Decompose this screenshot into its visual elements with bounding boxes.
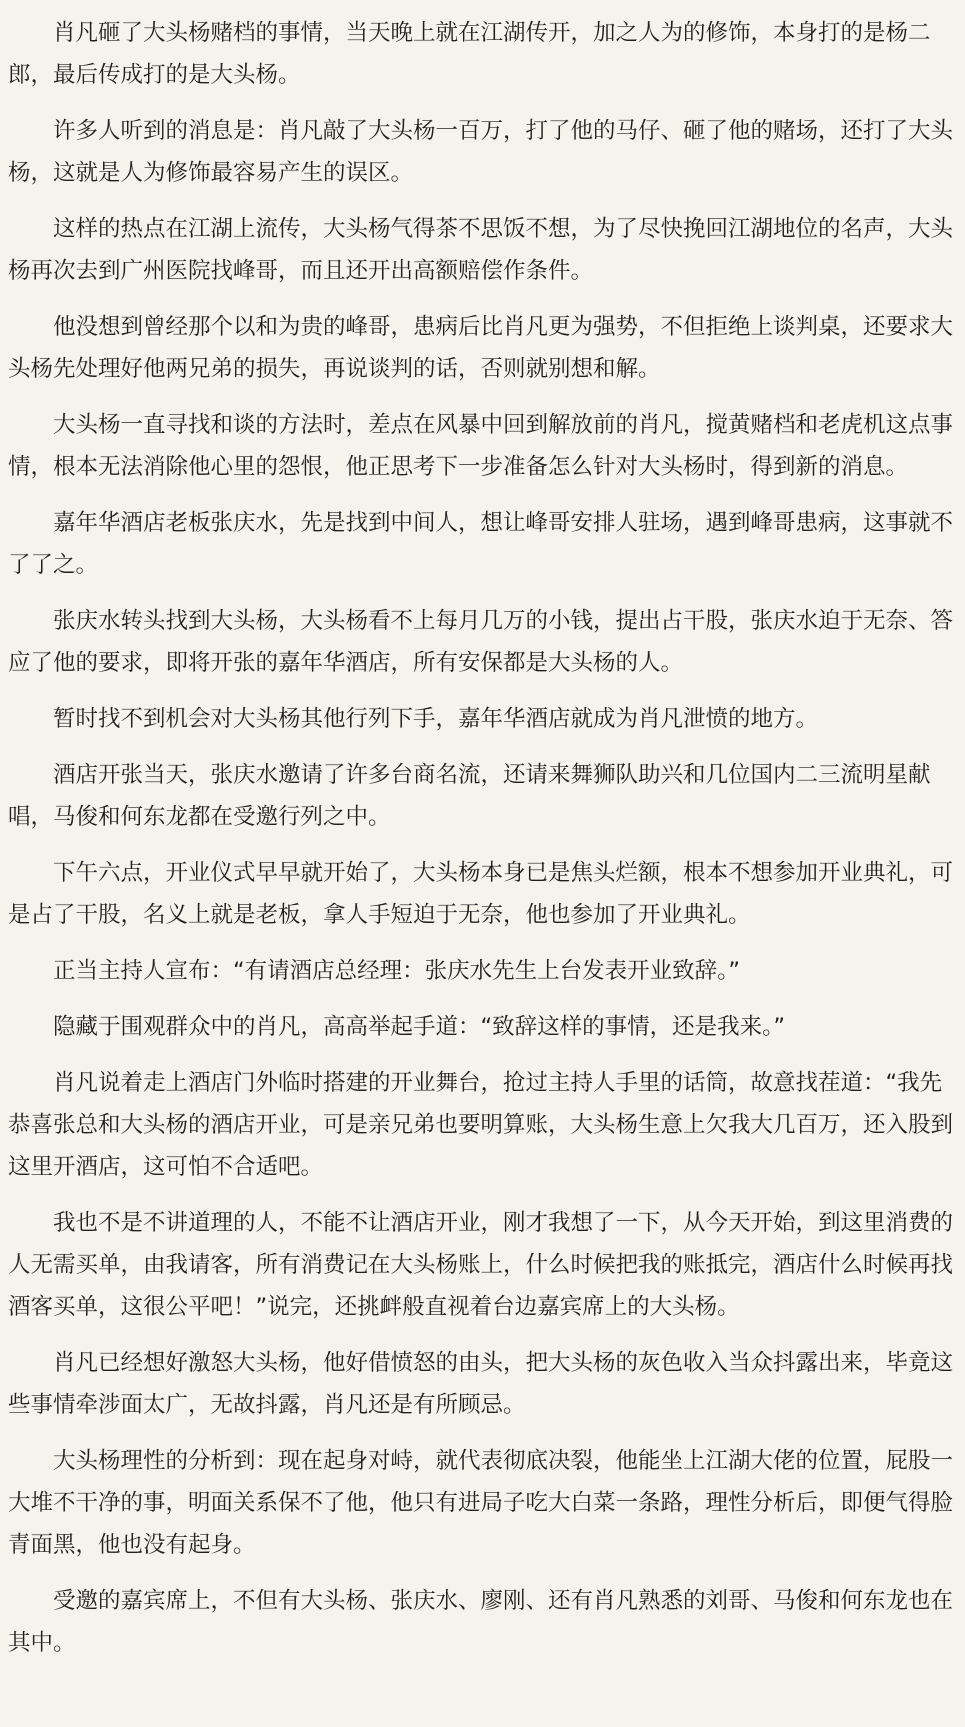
paragraph: 许多人听到的消息是：肖凡敲了大头杨一百万，打了他的马仔、砸了他的赌场，还打了大头杨，这就是人为修饰最容易产生的误区。 <box>8 118 954 186</box>
paragraph: 大头杨一直寻找和谈的方法时，差点在风暴中回到解放前的肖凡，搅黄赌档和老虎机这点事情，根本无法消除他心里的怨恨，他正思考下一步准备怎么针对大头杨时，得到新的消息。 <box>8 412 954 480</box>
paragraph: 肖凡已经想好激怒大头杨，他好借愤怒的由头，把大头杨的灰色收入当众抖露出来，毕竟这些事情牵涉面太广，无故抖露，肖凡还是有所顾忌。 <box>8 1350 954 1418</box>
paragraph: 隐藏于围观群众中的肖凡，高高举起手道：“致辞这样的事情，还是我来。” <box>53 1014 786 1040</box>
paragraph: 正当主持人宣布：“有请酒店总经理：张庆水先生上台发表开业致辞。” <box>53 958 741 984</box>
paragraph: 酒店开张当天，张庆水邀请了许多台商名流，还请来舞狮队助兴和几位国内二三流明星献唱，马俊和何东龙都在受邀行列之中。 <box>8 762 931 830</box>
paragraph: 暂时找不到机会对大头杨其他行列下手，嘉年华酒店就成为肖凡泄愤的地方。 <box>53 706 819 732</box>
paragraph: 张庆水转头找到大头杨，大头杨看不上每月几万的小钱，提出占干股，张庆水迫于无奈、答应了他的要求，即将开张的嘉年华酒店，所有安保都是大头杨的人。 <box>8 608 954 676</box>
paragraph: 我也不是不讲道理的人，不能不让酒店开业，刚才我想了一下，从今天开始，到这里消费的人无需买单，由我请客，所有消费记在大头杨账上，什么时候把我的账抵完，酒店什么时候再找酒客买单，这很公平吧！”说完，还挑衅般直视着台边嘉宾席上的大头杨。 <box>8 1210 954 1320</box>
paragraph: 他没想到曾经那个以和为贵的峰哥，患病后比肖凡更为强势，不但拒绝上谈判桌，还要求大头杨先处理好他两兄弟的损失，再说谈判的话，否则就别想和解。 <box>8 314 954 382</box>
paragraph: 嘉年华酒店老板张庆水，先是找到中间人，想让峰哥安排人驻场，遇到峰哥患病，这事就不了了之。 <box>8 510 954 578</box>
paragraph: 这样的热点在江湖上流传，大头杨气得茶不思饭不想，为了尽快挽回江湖地位的名声，大头杨再次去到广州医院找峰哥，而且还开出高额赔偿作条件。 <box>8 216 954 284</box>
paragraph: 下午六点，开业仪式早早就开始了，大头杨本身已是焦头烂额，根本不想参加开业典礼，可是占了干股，名义上就是老板，拿人手短迫于无奈，他也参加了开业典礼。 <box>8 860 954 928</box>
paragraph: 大头杨理性的分析到：现在起身对峙，就代表彻底决裂，他能坐上江湖大佬的位置，屁股一大堆不干净的事，明面关系保不了他，他只有进局子吃大白菜一条路，理性分析后，即便气得脸青面黑，他也没有起身。 <box>8 1448 954 1558</box>
paragraph: 肖凡说着走上酒店门外临时搭建的开业舞台，抢过主持人手里的话筒，故意找茬道：“我先恭喜张总和大头杨的酒店开业，可是亲兄弟也要明算账，大头杨生意上欠我大几百万，还入股到这里开酒店，这可怕不合适吧。 <box>8 1070 954 1180</box>
paragraph: 肖凡砸了大头杨赌档的事情，当天晚上就在江湖传开，加之人为的修饰，本身打的是杨二郎，最后传成打的是大头杨。 <box>8 20 931 88</box>
paragraph: 受邀的嘉宾席上，不但有大头杨、张庆水、廖刚、还有肖凡熟悉的刘哥、马俊和何东龙也在其中。 <box>8 1588 954 1656</box>
